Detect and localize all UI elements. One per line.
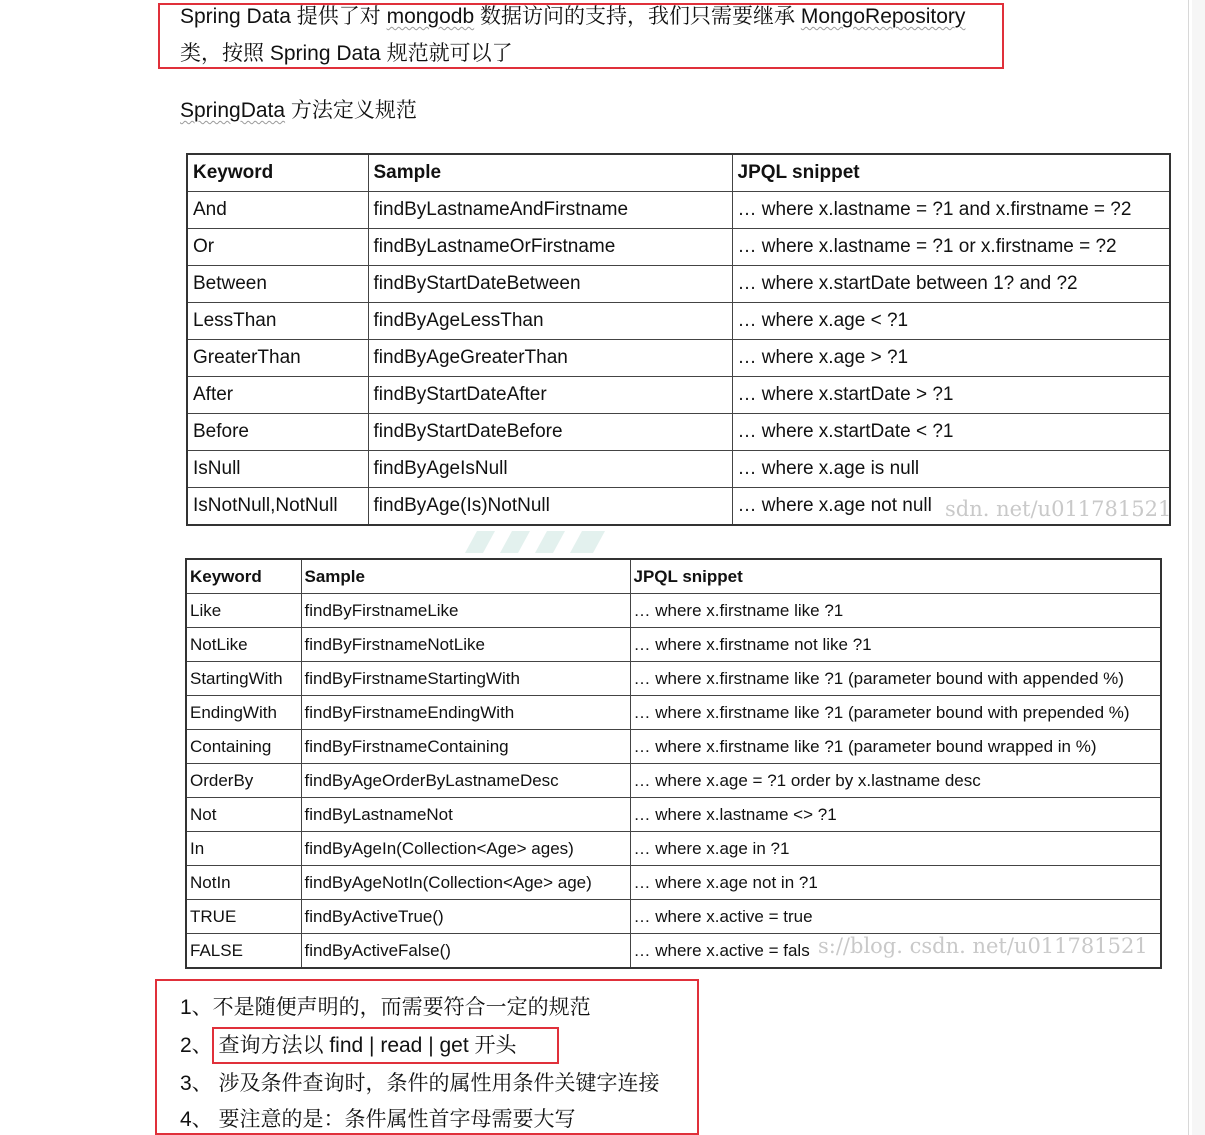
header-jpql: JPQL snippet (630, 559, 1161, 594)
keyword-table-2 (185, 558, 1162, 969)
page-edge (1188, 0, 1189, 1135)
cell-keyword: EndingWith (186, 696, 301, 730)
cell-sample: findByAgeLessThan (368, 303, 732, 340)
cell-jpql: … where x.lastname <> ?1 (630, 798, 1161, 832)
cell-keyword: Not (186, 798, 301, 832)
cell-keyword: After (187, 377, 368, 414)
table-row (187, 377, 1170, 414)
watermark-logo (455, 531, 630, 553)
table-row (187, 192, 1170, 229)
cell-jpql: … where x.active = fals (630, 934, 1161, 969)
table-row (186, 730, 1161, 764)
cell-keyword: NotIn (186, 866, 301, 900)
watermark-text-2: s://blog. csdn. net/u011781521 (818, 934, 1148, 958)
cell-sample: findByFirstnameEndingWith (301, 696, 630, 730)
cell-jpql: … where x.age < ?1 (732, 303, 1170, 340)
table-row (186, 594, 1161, 628)
intro-text: Spring Data 提供了对 (180, 5, 387, 28)
table-row (186, 832, 1161, 866)
cell-jpql: … where x.age = ?1 order by x.lastname desc (630, 764, 1161, 798)
table-header-row (187, 154, 1170, 192)
note-4: 4、 要注意的是：条件属性首字母需要大写 (180, 1108, 576, 1131)
table-row (186, 798, 1161, 832)
header-sample: Sample (301, 559, 630, 594)
cell-sample: findByStartDateAfter (368, 377, 732, 414)
cell-keyword: LessThan (187, 303, 368, 340)
cell-jpql: … where x.firstname like ?1 (parameter bound wrapped in %) (630, 730, 1161, 764)
cell-sample: findByFirstnameNotLike (301, 628, 630, 662)
header-sample: Sample (368, 154, 732, 192)
table-row (187, 229, 1170, 266)
cell-keyword: Containing (186, 730, 301, 764)
cell-keyword: Between (187, 266, 368, 303)
header-jpql: JPQL snippet (732, 154, 1170, 192)
cell-keyword: OrderBy (186, 764, 301, 798)
cell-keyword: GreaterThan (187, 340, 368, 377)
table-row (186, 764, 1161, 798)
cell-jpql: … where x.firstname like ?1 (630, 594, 1161, 628)
heading-text: 方法定义规范 (285, 99, 417, 122)
table-row (187, 303, 1170, 340)
intro-text: 数据访问的支持，我们只需要继承 (474, 5, 801, 28)
cell-keyword: Or (187, 229, 368, 266)
table-row (186, 696, 1161, 730)
intro-line-1 (180, 4, 965, 30)
table-row (186, 900, 1161, 934)
cell-jpql: … where x.lastname = ?1 or x.firstname = ?2 (732, 229, 1170, 266)
cell-sample: findByLastnameAndFirstname (368, 192, 732, 229)
table-header-row (186, 559, 1161, 594)
intro-term-mongorepository: MongoRepository (800, 5, 966, 28)
cell-sample: findByFirstnameContaining (301, 730, 630, 764)
cell-jpql: … where x.age > ?1 (732, 340, 1170, 377)
intro-line-2: 类，按照 Spring Data 规范就可以了 (180, 42, 513, 65)
header-keyword: Keyword (186, 559, 301, 594)
watermark-text-1: sdn. net/u011781521 (945, 497, 1172, 521)
cell-sample: findByAgeIn(Collection<Age> ages) (301, 832, 630, 866)
cell-jpql: … where x.age is null (732, 451, 1170, 488)
cell-sample: findByAge(Is)NotNull (368, 488, 732, 526)
note-1: 1、不是随便声明的，而需要符合一定的规范 (180, 996, 591, 1019)
cell-jpql: … where x.firstname like ?1 (parameter bound with prepended %) (630, 696, 1161, 730)
header-keyword: Keyword (187, 154, 368, 192)
cell-jpql: … where x.lastname = ?1 and x.firstname = ?2 (732, 192, 1170, 229)
intro-term-mongodb: mongodb (386, 5, 475, 28)
cell-keyword: IsNotNull,NotNull (187, 488, 368, 526)
note-3: 3、 涉及条件查询时，条件的属性用条件关键字连接 (180, 1072, 660, 1095)
cell-sample: findByFirstnameLike (301, 594, 630, 628)
keyword-table-1 (186, 153, 1171, 526)
cell-sample: findByAgeOrderByLastnameDesc (301, 764, 630, 798)
cell-jpql: … where x.firstname like ?1 (parameter bound with appended %) (630, 662, 1161, 696)
cell-sample: findByAgeNotIn(Collection<Age> age) (301, 866, 630, 900)
cell-sample: findByAgeIsNull (368, 451, 732, 488)
cell-jpql: … where x.startDate between 1? and ?2 (732, 266, 1170, 303)
cell-jpql: … where x.age in ?1 (630, 832, 1161, 866)
cell-jpql: … where x.active = true (630, 900, 1161, 934)
table-row (187, 451, 1170, 488)
cell-jpql: … where x.age not null (732, 488, 1170, 526)
cell-sample: findByStartDateBefore (368, 414, 732, 451)
cell-keyword: IsNull (187, 451, 368, 488)
page-scroll-gutter (1192, 0, 1205, 1135)
cell-jpql: … where x.firstname not like ?1 (630, 628, 1161, 662)
cell-sample: findByFirstnameStartingWith (301, 662, 630, 696)
table-row (186, 628, 1161, 662)
cell-keyword: StartingWith (186, 662, 301, 696)
cell-sample: findByAgeGreaterThan (368, 340, 732, 377)
table-row (186, 662, 1161, 696)
heading-term: SpringData (180, 99, 286, 122)
cell-jpql: … where x.startDate < ?1 (732, 414, 1170, 451)
note-2: 2、 查询方法以 find | read | get 开头 (180, 1034, 517, 1057)
cell-keyword: And (187, 192, 368, 229)
cell-sample: findByLastnameNot (301, 798, 630, 832)
cell-sample: findByActiveTrue() (301, 900, 630, 934)
cell-keyword: NotLike (186, 628, 301, 662)
cell-keyword: TRUE (186, 900, 301, 934)
table-row (187, 414, 1170, 451)
cell-keyword: Like (186, 594, 301, 628)
cell-keyword: In (186, 832, 301, 866)
cell-jpql: … where x.startDate > ?1 (732, 377, 1170, 414)
cell-sample: findByStartDateBetween (368, 266, 732, 303)
cell-keyword: FALSE (186, 934, 301, 969)
section-heading (180, 98, 417, 124)
table-row (187, 340, 1170, 377)
table-row (186, 866, 1161, 900)
table-row (187, 266, 1170, 303)
cell-sample: findByLastnameOrFirstname (368, 229, 732, 266)
cell-sample: findByActiveFalse() (301, 934, 630, 969)
cell-keyword: Before (187, 414, 368, 451)
cell-jpql: … where x.age not in ?1 (630, 866, 1161, 900)
